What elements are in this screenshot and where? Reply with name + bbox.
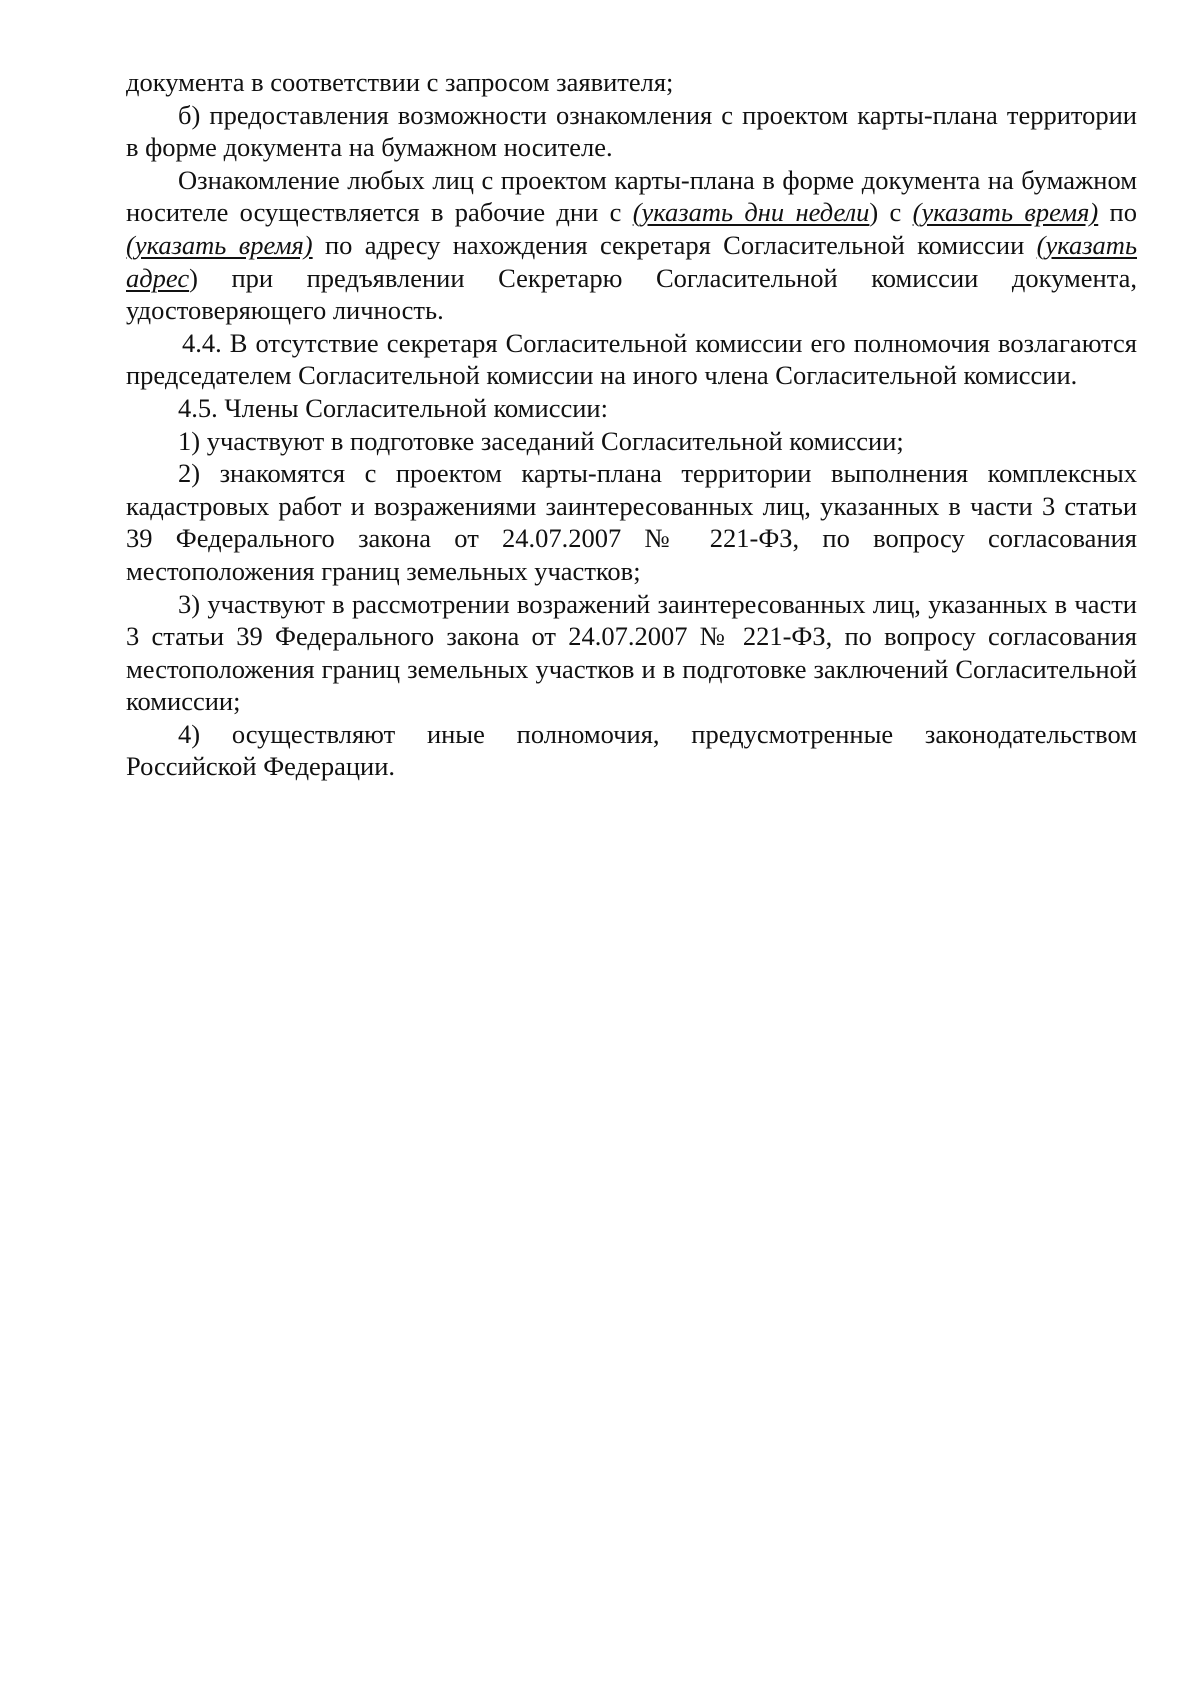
paragraph-item-b: б) предоставления возможности ознакомления с проектом карты-плана территории в форме документа на бумажном носителе.: [126, 99, 1137, 163]
placeholder-days-of-week: (указать дни недели: [632, 197, 870, 228]
list-item-2: 2) знакомятся с проектом карты-плана территории выполнения комплексных кадастровых работ и возражениями заинтересованных лиц, указанных в части 3 статьи 39 Федерального закона от 24.07.2007 № 221-ФЗ, по вопросу согласования местоположения границ земельных участков;: [126, 458, 1137, 586]
document-page: [126, 66, 1137, 783]
placeholder-time-to: (указать время): [126, 229, 313, 260]
familiarization-text-1: Ознакомление любых лиц с проектом карты-плана в форме документа на бумажном носителе осуществляется в рабочие дни с: [126, 164, 1137, 228]
paragraph-4-4: 4.4. В отсутствие секретаря Согласительной комиссии его полномочия возлагаются председателем Согласительной комиссии на иного члена Согласительной комиссии.: [126, 327, 1137, 391]
paragraph-request-continuation: документа в соответствии с запросом заявителя;: [126, 67, 674, 97]
familiarization-text-4: по адресу нахождения секретаря Согласительной комиссии: [312, 229, 1037, 260]
list-item-3: 3) участвуют в рассмотрении возражений заинтересованных лиц, указанных в части 3 статьи 39 Федерального закона от 24.07.2007 № 221-ФЗ, по вопросу согласования местоположения границ земельных участков и в подготовке заключений Согласительной комиссии;: [126, 588, 1137, 717]
familiarization-text-2: ) с: [869, 197, 913, 228]
paragraph-4-5: 4.5. Члены Согласительной комиссии:: [178, 392, 608, 423]
familiarization-text-5: ) при предъявлении Секретарю Согласительной комиссии документа, удостоверяющего личность.: [126, 262, 1137, 326]
placeholder-address: (указать адрес: [126, 229, 1137, 293]
paragraph-familiarization: [126, 164, 1137, 327]
placeholder-time-from: (указать время): [912, 197, 1099, 228]
familiarization-text-3: по: [1098, 197, 1137, 228]
list-item-4: 4) осуществляют иные полномочия, предусмотренные законодательством Российской Федерации.: [126, 718, 1137, 782]
list-item-1: 1) участвуют в подготовке заседаний Согласительной комиссии;: [178, 425, 904, 456]
